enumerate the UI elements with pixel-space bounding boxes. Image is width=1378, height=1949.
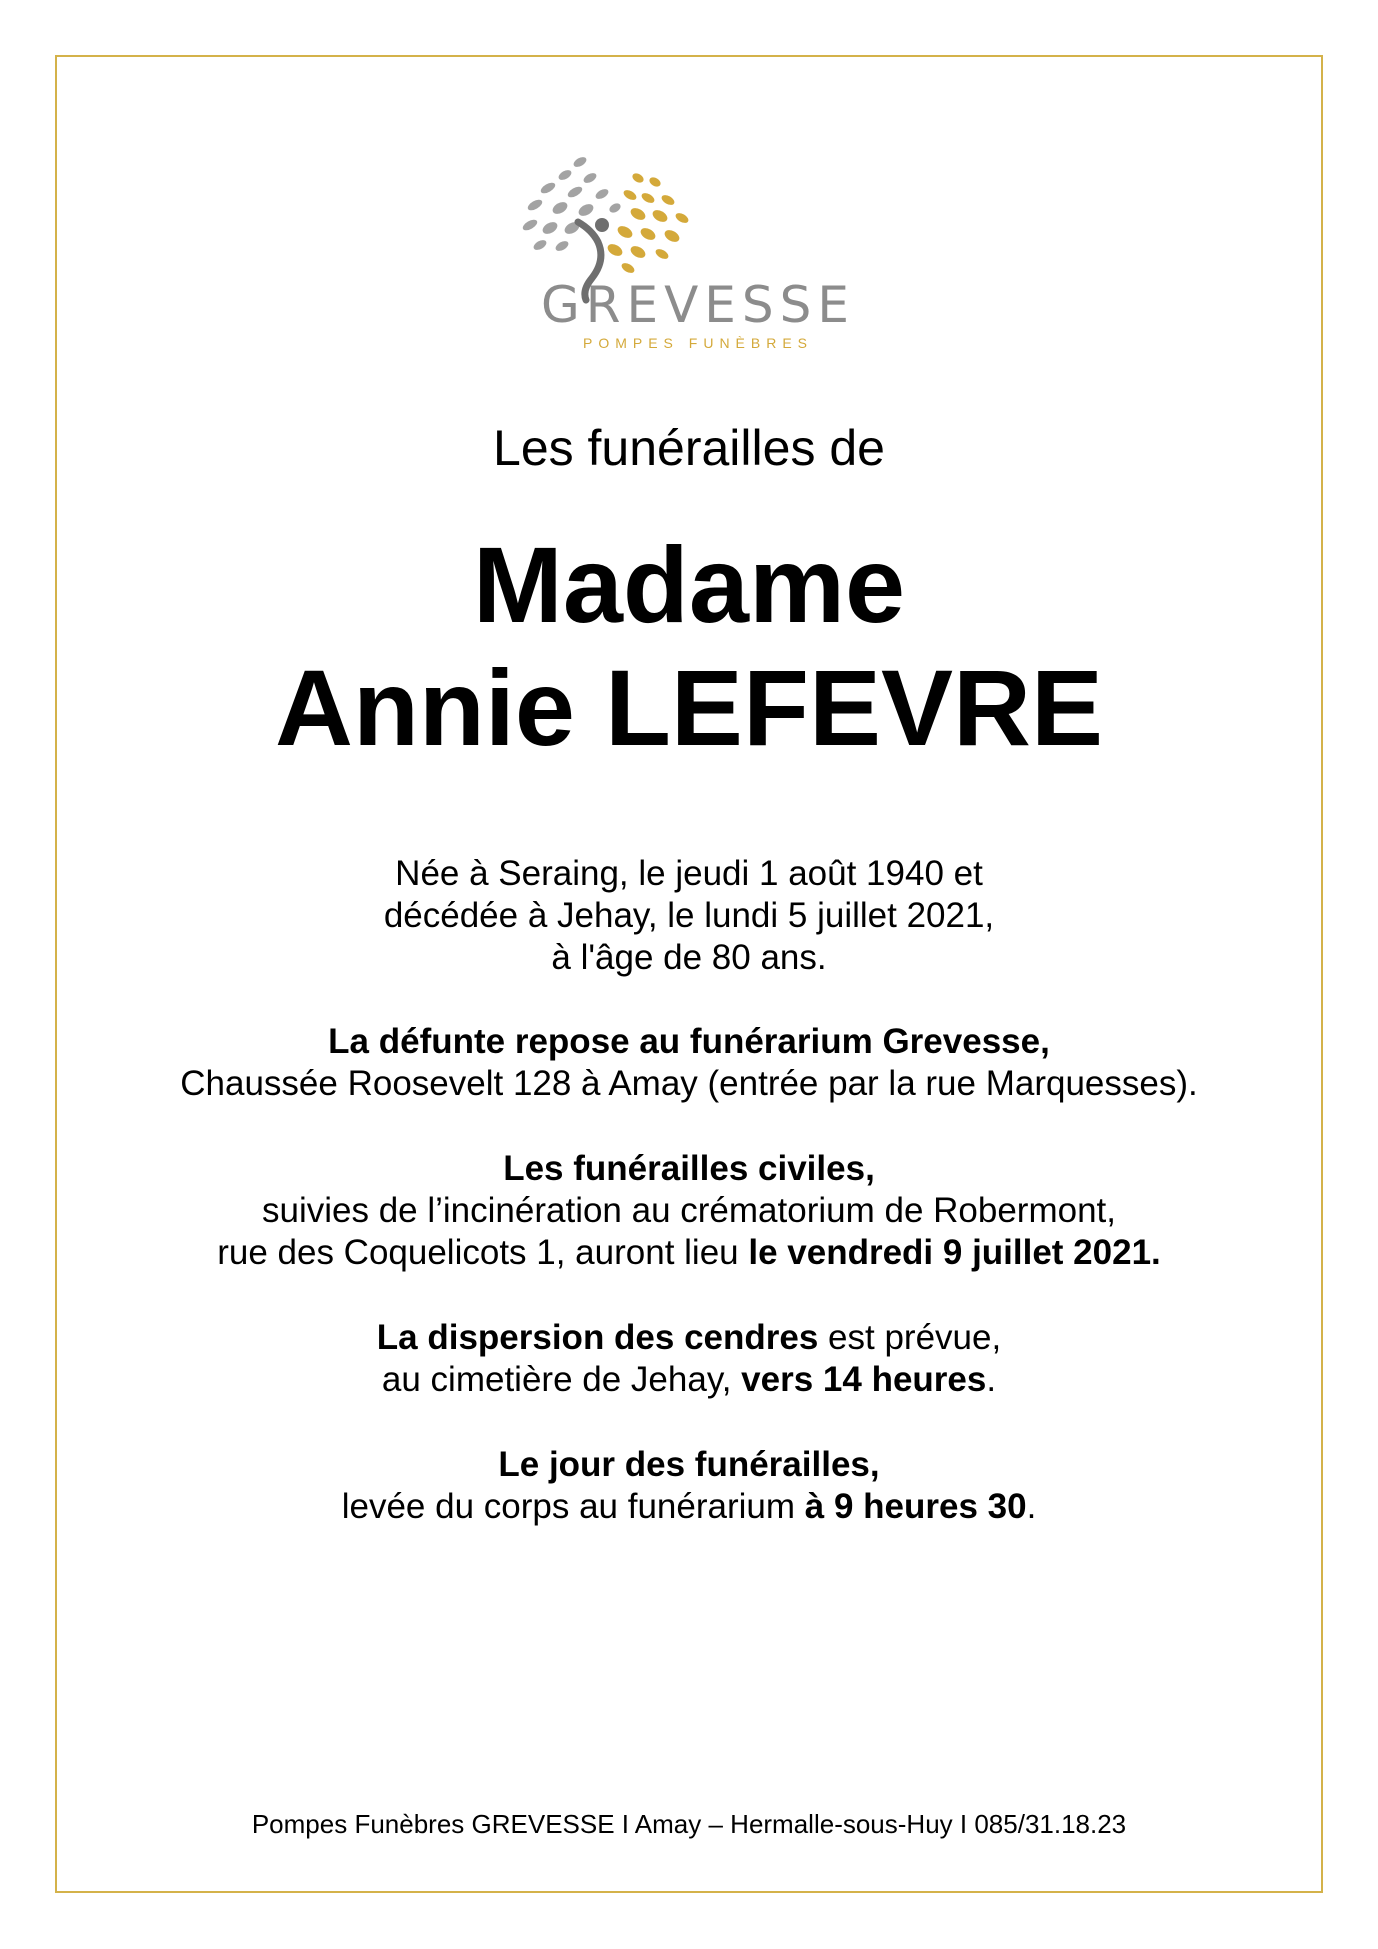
ashes-place: au cimetière de Jehay, <box>381 1360 742 1399</box>
logo-tagline: POMPES FUNÈBRES <box>582 335 814 351</box>
repose-block <box>0 1021 1378 1105</box>
cremation-line: suivies de l’incinération au crématorium de Robermont, <box>261 1191 1116 1230</box>
civil-place-text: rue des Coquelicots 1, auront lieu <box>217 1233 749 1272</box>
deceased-name <box>0 523 1378 769</box>
day-text: levée du corps au funérarium <box>341 1487 805 1526</box>
ashes-heading: La dispersion des cendres <box>376 1318 819 1357</box>
civil-date: le vendredi 9 juillet 2021. <box>748 1233 1161 1272</box>
tree-figure-icon <box>520 150 880 355</box>
title-line1: Madame <box>472 524 906 645</box>
death-line: décédée à Jehay, le lundi 5 juillet 2021, <box>383 896 995 935</box>
ashes-heading-line <box>0 1317 1378 1359</box>
ashes-heading-tail: est prévue, <box>818 1318 1002 1357</box>
day-heading: Le jour des funérailles, <box>498 1445 880 1484</box>
civil-heading: Les funérailles civiles, <box>503 1149 875 1188</box>
repose-heading: La défunte repose au funérarium Grevesse, <box>328 1022 1050 1061</box>
ashes-end: . <box>986 1360 997 1399</box>
civil-date-line <box>0 1232 1378 1274</box>
funeral-day-block <box>0 1444 1378 1528</box>
grevesse-logo <box>520 150 880 355</box>
intro-text: Les funérailles de <box>493 420 885 476</box>
civil-funeral-block <box>0 1148 1378 1274</box>
ashes-time-line <box>0 1359 1378 1401</box>
ashes-time: vers 14 heures <box>741 1360 987 1399</box>
ashes-block <box>0 1317 1378 1401</box>
repose-address: Chaussée Roosevelt 128 à Amay (entrée par la rue Marquesses). <box>180 1064 1198 1103</box>
birth-death-block <box>0 853 1378 979</box>
age-line: à l'âge de 80 ans. <box>551 938 827 977</box>
day-time: à 9 heures 30 <box>804 1487 1027 1526</box>
logo-brand: GREVESSE <box>541 276 855 334</box>
day-end: . <box>1026 1487 1037 1526</box>
birth-line: Née à Seraing, le jeudi 1 août 1940 et <box>395 854 983 893</box>
footer-contact: Pompes Funèbres GREVESSE I Amay – Hermalle-sous-Huy I 085/31.18.23 <box>251 1809 1127 1839</box>
title-line2: Annie LEFEVRE <box>274 647 1104 768</box>
day-time-line <box>0 1486 1378 1528</box>
